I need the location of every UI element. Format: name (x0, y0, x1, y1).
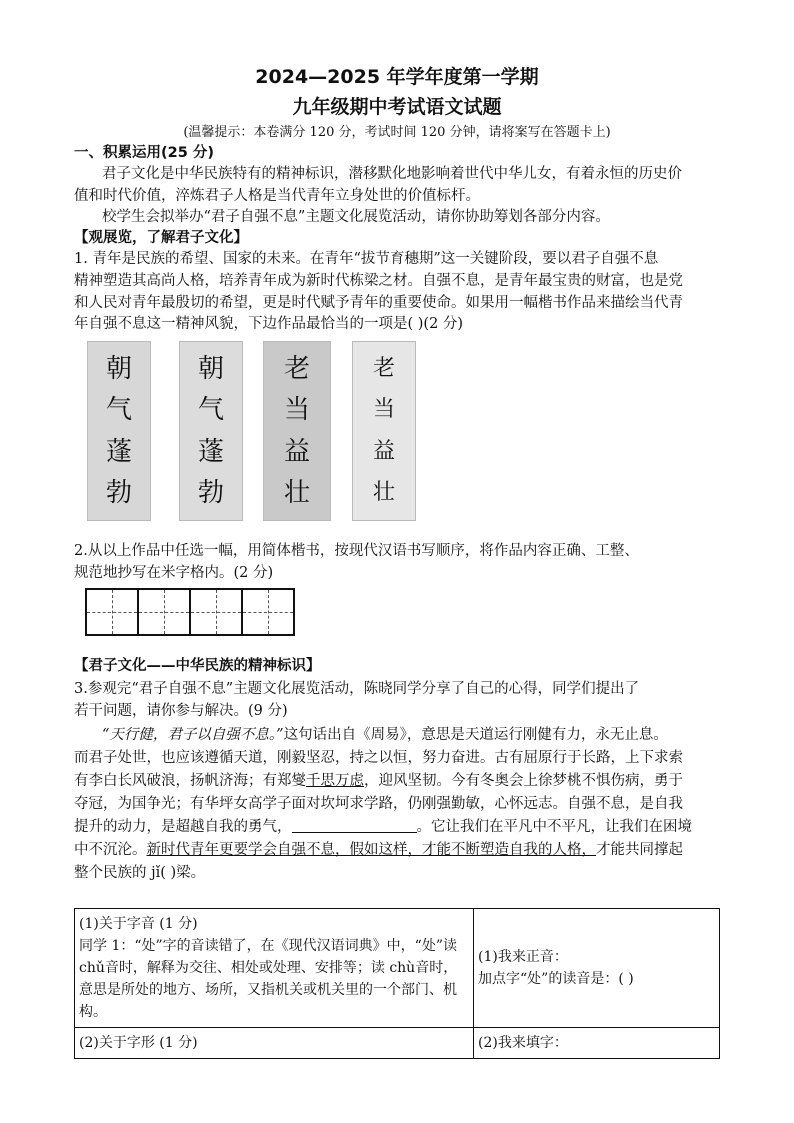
table-cell-character-answer[interactable]: (2)我来填字： (474, 1028, 720, 1059)
passage-line-2: 而君子处世，也应该遵循天道，刚毅坚忍，持之以恒，努力奋进。古有屈原行于长路，上下求索 (74, 750, 683, 766)
table-cell-pronunciation-answer[interactable] (474, 909, 720, 1028)
q2-line-1: 2.从以上作品中任选一幅，用简体楷书，按现代汉语书写顺序，将作品内容正确、工整、 (74, 543, 639, 559)
passage-text: 有李白长风破浪，扬帆济海；有郑燮 (74, 773, 306, 789)
passage-line-5 (74, 815, 692, 836)
calligraphy-char: 蓬 (105, 436, 132, 467)
passage-text: 提升的动力，是超越自我的勇气， (74, 819, 292, 835)
table-cell-pronunciation-question (75, 909, 474, 1028)
part1-heading: 【观展览，了解君子文化】 (74, 230, 248, 246)
q1-line-1: 1. 青年是民族的希望、国家的未来。在青年“拔节育穗期”这一关键阶段，要以君子自强不息 (74, 251, 659, 267)
intro-line-3: 校学生会拟举办“君子自强不息”主题文化展览活动，请你协助筹划各部分内容。 (102, 209, 610, 225)
table-row (75, 909, 720, 1028)
calligraphy-char: 老 (283, 353, 310, 384)
writing-cell[interactable] (137, 588, 191, 636)
answer-blank[interactable] (292, 818, 417, 833)
writing-cell[interactable] (189, 588, 243, 636)
table-cell-text: 同学 1：“处”字的音读错了，在《现代汉语词典》中，“处”读 chǔ音时，解释为交往、相处或处理、安排等；读 chù音时，意思是所处的地方、场所，又指机关或机关里的一个部门、机构。 (79, 938, 458, 1020)
passage-underlined-word: 千思万虑 (306, 773, 364, 789)
calligraphy-char: 气 (105, 395, 132, 426)
passage-line-7: 整个民族的 jǐ( )梁。 (74, 865, 206, 881)
part2-heading: 【君子文化——中华民族的精神标识】 (74, 658, 321, 674)
q2-line-2: 规范地抄写在米字格内。(2 分) (74, 565, 274, 581)
table-cell-text: 加点字“处”的读音是：( ) (478, 971, 634, 987)
table-cell-text: (1)我来正音： (478, 949, 568, 965)
calligraphy-char: 勃 (197, 478, 224, 509)
section-heading: 一、积累运用(25 分) (74, 145, 214, 161)
writing-cell[interactable] (241, 588, 295, 636)
passage-text: ，迎风坚韧。今有冬奥会上徐梦桃不惧伤病，勇于 (364, 773, 683, 789)
table-cell-heading: (1)关于字音 (1 分) (79, 916, 198, 932)
intro-line-2: 值和时代价值，淬炼君子人格是当代青年立身处世的价值标杆。 (74, 188, 480, 204)
calligraphy-char: 壮 (372, 480, 395, 506)
passage-line-4: 夺冠，为国争光；有华坪女高学子面对坎坷求学路，仍刚强勤敏，心怀远志。自强不息，是自我 (74, 796, 683, 812)
calligraphy-char: 当 (283, 395, 310, 426)
passage-line-3 (74, 769, 683, 790)
passage-line-1 (102, 723, 668, 744)
passage-text: 才能共同撑起 (596, 842, 683, 858)
exam-notice: (温馨提示：本卷满分 120 分，考试时间 120 分钟，请将案写在答题卡上) (183, 125, 611, 140)
calligraphy-char: 气 (197, 395, 224, 426)
question-table (74, 908, 720, 1059)
calligraphy-char: 益 (283, 436, 310, 467)
calligraphy-char: 朝 (197, 353, 224, 384)
passage-text: 。它让我们在平凡中不平凡，让我们在困境 (416, 819, 692, 835)
passage-underlined-sentence: 新时代青年更要学会自强不息，假如这样，才能不断塑造自我的人格， (146, 842, 596, 858)
calligraphy-char: 当 (372, 397, 395, 423)
q3-line-1: 3.参观完“君子自强不息”主题文化展览活动，陈晓同学分享了自己的心得，同学们提出了 (74, 681, 640, 697)
calligraphy-panel-c (263, 341, 331, 521)
calligraphy-panel-d (352, 341, 416, 521)
calligraphy-char: 朝 (105, 353, 132, 384)
calligraphy-options (0, 341, 794, 523)
passage-line-6 (74, 838, 683, 859)
calligraphy-char: 蓬 (197, 436, 224, 467)
writing-cell[interactable] (85, 588, 139, 636)
q1-line-2: 精神塑造其高尚人格，培养青年成为新时代栋梁之材。自强不息，是青年最宝贵的财富，也是党 (74, 273, 683, 289)
calligraphy-char: 益 (372, 438, 395, 464)
q1-line-3: 和人民对青年最殷切的希望，更是时代赋予青年的重要使命。如果用一幅楷书作品来描绘当代青 (74, 295, 683, 311)
table-cell-character-question: (2)关于字形 (1 分) (75, 1028, 474, 1059)
exam-title-subject: 九年级期中考试语文试题 (292, 96, 502, 118)
q1-line-4: 年自强不息这一精神风貌，下边作品最恰当的一项是( )(2 分) (74, 316, 464, 332)
calligraphy-panel-b (179, 341, 243, 521)
calligraphy-panel-a (87, 341, 151, 521)
calligraphy-char: 壮 (283, 478, 310, 509)
intro-line-1: 君子文化是中华民族特有的精神标识，潜移默化地影响着世代中华儿女，有着永恒的历史价 (102, 166, 682, 182)
writing-grid[interactable] (85, 588, 303, 636)
calligraphy-char: 勃 (105, 478, 132, 509)
q3-line-2: 若干问题，请你参与解决。(9 分) (74, 703, 288, 719)
passage-text: 这句话出自《周易》，意思是天道运行刚健有力，永无止息。 (283, 727, 668, 743)
table-row (75, 1028, 720, 1059)
calligraphy-char: 老 (372, 355, 395, 381)
exam-title-year: 2024—2025 年学年度第一学期 (255, 66, 539, 88)
passage-text: 中不沉沦。 (74, 842, 147, 858)
passage-quote: “天行健，君子以自强不息。” (102, 727, 284, 743)
